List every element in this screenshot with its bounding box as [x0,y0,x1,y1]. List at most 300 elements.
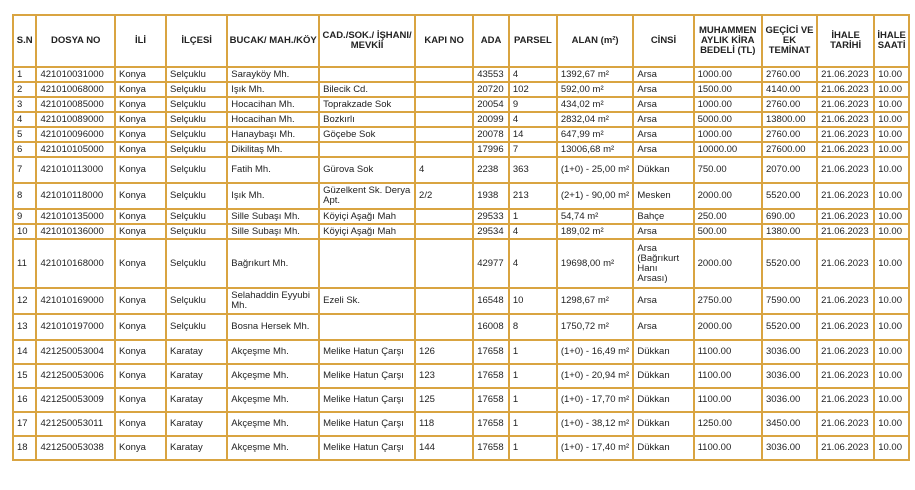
cell-neighborhood: Selahaddin Eyyubi Mh. [228,289,318,313]
cell-time: 10.00 [875,113,908,126]
cell-type: Arsa [634,68,692,81]
cell-door-no: 4 [416,158,472,182]
table-row [14,413,908,435]
cell-province: Konya [116,158,165,182]
cell-file-no: 421250053009 [37,389,114,411]
cell-type: Dükkan [634,365,692,387]
cell-date: 21.06.2023 [818,341,873,363]
cell-type: Arsa (Bağrıkurt Hanı Arsası) [634,240,692,287]
cell-block: 2238 [474,158,508,182]
table-body [14,68,908,459]
col-header-door-no: KAPI NO [416,16,472,66]
cell-date: 21.06.2023 [818,83,873,96]
cell-date: 21.06.2023 [818,158,873,182]
cell-street: Toprakzade Sok [320,98,414,111]
col-header-block: ADA [474,16,508,66]
cell-street: Köyiçi Aşağı Mah [320,225,414,238]
cell-rent: 2000.00 [695,184,761,208]
cell-rent: 2000.00 [695,240,761,287]
cell-neighborhood: Sille Subaşı Mh. [228,225,318,238]
table-row [14,143,908,156]
cell-district: Selçuklu [167,158,226,182]
cell-parcel: 102 [510,83,556,96]
cell-sn: 12 [14,289,35,313]
cell-time: 10.00 [875,341,908,363]
cell-parcel: 1 [510,365,556,387]
table-row [14,184,908,208]
cell-neighborhood: Dikilitaş Mh. [228,143,318,156]
header-row [14,16,908,66]
cell-district: Selçuklu [167,98,226,111]
cell-sn: 3 [14,98,35,111]
cell-file-no: 421010031000 [37,68,114,81]
cell-parcel: 14 [510,128,556,141]
cell-file-no: 421010169000 [37,289,114,313]
cell-province: Konya [116,225,165,238]
col-header-district: İLÇESİ [167,16,226,66]
cell-rent: 1000.00 [695,98,761,111]
cell-area: 1750,72 m² [558,315,633,339]
cell-guarantee: 2760.00 [763,98,816,111]
cell-block: 17658 [474,341,508,363]
cell-time: 10.00 [875,210,908,223]
cell-door-no [416,210,472,223]
cell-date: 21.06.2023 [818,210,873,223]
cell-time: 10.00 [875,225,908,238]
table-row [14,315,908,339]
cell-area: 19698,00 m² [558,240,633,287]
cell-date: 21.06.2023 [818,315,873,339]
cell-neighborhood: Işık Mh. [228,184,318,208]
cell-parcel: 213 [510,184,556,208]
cell-block: 20720 [474,83,508,96]
cell-sn: 14 [14,341,35,363]
cell-date: 21.06.2023 [818,184,873,208]
cell-date: 21.06.2023 [818,113,873,126]
cell-sn: 4 [14,113,35,126]
cell-neighborhood: Bağrıkurt Mh. [228,240,318,287]
table-row [14,68,908,81]
cell-block: 17658 [474,365,508,387]
cell-type: Arsa [634,225,692,238]
cell-file-no: 421250053038 [37,437,114,459]
cell-file-no: 421010096000 [37,128,114,141]
col-header-area: ALAN (m²) [558,16,633,66]
cell-street: Göçebe Sok [320,128,414,141]
cell-guarantee: 1380.00 [763,225,816,238]
cell-door-no [416,68,472,81]
cell-neighborhood: Akçeşme Mh. [228,413,318,435]
cell-block: 42977 [474,240,508,287]
table-row [14,437,908,459]
table-row [14,113,908,126]
cell-block: 17996 [474,143,508,156]
cell-sn: 8 [14,184,35,208]
cell-area: 2832,04 m² [558,113,633,126]
cell-street [320,240,414,287]
cell-date: 21.06.2023 [818,389,873,411]
cell-district: Karatay [167,389,226,411]
cell-time: 10.00 [875,240,908,287]
cell-district: Selçuklu [167,210,226,223]
cell-date: 21.06.2023 [818,437,873,459]
cell-door-no [416,113,472,126]
cell-time: 10.00 [875,315,908,339]
cell-date: 21.06.2023 [818,225,873,238]
cell-sn: 1 [14,68,35,81]
cell-time: 10.00 [875,365,908,387]
cell-time: 10.00 [875,68,908,81]
cell-province: Konya [116,437,165,459]
cell-type: Arsa [634,143,692,156]
col-header-type: CİNSİ [634,16,692,66]
cell-street [320,143,414,156]
cell-date: 21.06.2023 [818,143,873,156]
cell-area: (2+1) - 90,00 m² [558,184,633,208]
cell-type: Dükkan [634,413,692,435]
col-header-file-no: DOSYA NO [37,16,114,66]
cell-parcel: 7 [510,143,556,156]
table-row [14,289,908,313]
cell-file-no: 421010089000 [37,113,114,126]
cell-rent: 250.00 [695,210,761,223]
cell-block: 17658 [474,437,508,459]
cell-type: Dükkan [634,437,692,459]
cell-block: 16008 [474,315,508,339]
cell-door-no [416,289,472,313]
cell-province: Konya [116,83,165,96]
cell-time: 10.00 [875,83,908,96]
cell-parcel: 10 [510,289,556,313]
cell-guarantee: 7590.00 [763,289,816,313]
cell-file-no: 421010105000 [37,143,114,156]
table-row [14,83,908,96]
cell-date: 21.06.2023 [818,365,873,387]
cell-time: 10.00 [875,158,908,182]
cell-street: Gürova Sok [320,158,414,182]
cell-file-no: 421010068000 [37,83,114,96]
cell-type: Dükkan [634,341,692,363]
cell-type: Arsa [634,289,692,313]
cell-type: Dükkan [634,158,692,182]
cell-time: 10.00 [875,143,908,156]
cell-type: Arsa [634,98,692,111]
cell-street [320,68,414,81]
cell-district: Selçuklu [167,289,226,313]
cell-district: Selçuklu [167,143,226,156]
table-row [14,365,908,387]
cell-guarantee: 5520.00 [763,315,816,339]
cell-district: Selçuklu [167,128,226,141]
cell-door-no: 123 [416,365,472,387]
cell-area: 13006,68 m² [558,143,633,156]
cell-district: Selçuklu [167,68,226,81]
cell-door-no: 126 [416,341,472,363]
cell-time: 10.00 [875,437,908,459]
cell-guarantee: 2070.00 [763,158,816,182]
cell-guarantee: 3036.00 [763,341,816,363]
cell-rent: 10000.00 [695,143,761,156]
cell-door-no [416,143,472,156]
cell-parcel: 8 [510,315,556,339]
cell-door-no: 2/2 [416,184,472,208]
cell-rent: 2750.00 [695,289,761,313]
cell-rent: 500.00 [695,225,761,238]
cell-file-no: 421010168000 [37,240,114,287]
cell-guarantee: 5520.00 [763,184,816,208]
table-row [14,240,908,287]
cell-province: Konya [116,315,165,339]
cell-parcel: 4 [510,113,556,126]
cell-file-no: 421010085000 [37,98,114,111]
cell-block: 17658 [474,413,508,435]
cell-province: Konya [116,240,165,287]
cell-block: 1938 [474,184,508,208]
cell-neighborhood: Fatih Mh. [228,158,318,182]
cell-date: 21.06.2023 [818,289,873,313]
cell-district: Karatay [167,341,226,363]
cell-sn: 17 [14,413,35,435]
col-header-neighborhood: BUCAK/ MAH./KÖY [228,16,318,66]
cell-area: 592,00 m² [558,83,633,96]
cell-date: 21.06.2023 [818,98,873,111]
cell-province: Konya [116,341,165,363]
cell-door-no: 125 [416,389,472,411]
cell-sn: 6 [14,143,35,156]
cell-rent: 1100.00 [695,437,761,459]
cell-file-no: 421010136000 [37,225,114,238]
cell-block: 17658 [474,389,508,411]
cell-guarantee: 5520.00 [763,240,816,287]
cell-street: Melike Hatun Çarşı [320,365,414,387]
cell-parcel: 4 [510,68,556,81]
cell-sn: 2 [14,83,35,96]
cell-neighborhood: Bosna Hersek Mh. [228,315,318,339]
cell-province: Konya [116,365,165,387]
cell-type: Bahçe [634,210,692,223]
cell-neighborhood: Sarayköy Mh. [228,68,318,81]
cell-date: 21.06.2023 [818,413,873,435]
tender-listing [12,14,910,461]
cell-guarantee: 27600.00 [763,143,816,156]
cell-guarantee: 690.00 [763,210,816,223]
cell-district: Karatay [167,413,226,435]
cell-street [320,315,414,339]
cell-door-no [416,98,472,111]
cell-sn: 11 [14,240,35,287]
cell-rent: 1500.00 [695,83,761,96]
cell-guarantee: 13800.00 [763,113,816,126]
cell-parcel: 4 [510,225,556,238]
cell-street: Melike Hatun Çarşı [320,413,414,435]
tender-table [12,14,910,461]
cell-neighborhood: Akçeşme Mh. [228,389,318,411]
cell-block: 43553 [474,68,508,81]
cell-area: 647,99 m² [558,128,633,141]
cell-parcel: 1 [510,413,556,435]
table-row [14,210,908,223]
col-header-guarantee: GEÇİCİ VE EK TEMİNAT [763,16,816,66]
table-row [14,98,908,111]
cell-file-no: 421250053011 [37,413,114,435]
cell-district: Karatay [167,437,226,459]
cell-type: Arsa [634,315,692,339]
cell-parcel: 1 [510,341,556,363]
table-row [14,341,908,363]
cell-street: Bozkırlı [320,113,414,126]
cell-neighborhood: Hocacihan Mh. [228,113,318,126]
cell-neighborhood: Akçeşme Mh. [228,437,318,459]
cell-time: 10.00 [875,184,908,208]
cell-file-no: 421010197000 [37,315,114,339]
cell-rent: 1000.00 [695,68,761,81]
cell-parcel: 1 [510,389,556,411]
cell-door-no [416,315,472,339]
cell-district: Selçuklu [167,225,226,238]
cell-type: Arsa [634,128,692,141]
cell-block: 29534 [474,225,508,238]
cell-province: Konya [116,113,165,126]
cell-province: Konya [116,413,165,435]
cell-area: (1+0) - 17,70 m² [558,389,633,411]
cell-block: 20078 [474,128,508,141]
cell-sn: 15 [14,365,35,387]
cell-door-no [416,240,472,287]
cell-district: Selçuklu [167,184,226,208]
cell-parcel: 1 [510,210,556,223]
cell-street: Bilecik Cd. [320,83,414,96]
cell-sn: 16 [14,389,35,411]
cell-province: Konya [116,389,165,411]
cell-area: 434,02 m² [558,98,633,111]
cell-file-no: 421010118000 [37,184,114,208]
cell-street: Melike Hatun Çarşı [320,341,414,363]
table-row [14,128,908,141]
table-row [14,389,908,411]
cell-street: Ezeli Sk. [320,289,414,313]
cell-date: 21.06.2023 [818,240,873,287]
cell-guarantee: 3036.00 [763,437,816,459]
cell-area: 1392,67 m² [558,68,633,81]
cell-area: (1+0) - 16,49 m² [558,341,633,363]
cell-time: 10.00 [875,128,908,141]
cell-guarantee: 3450.00 [763,413,816,435]
cell-neighborhood: Hocacihan Mh. [228,98,318,111]
cell-parcel: 9 [510,98,556,111]
col-header-street: CAD./SOK./ İŞHANI/ MEVKİİ [320,16,414,66]
cell-guarantee: 2760.00 [763,128,816,141]
cell-parcel: 4 [510,240,556,287]
cell-province: Konya [116,143,165,156]
cell-rent: 750.00 [695,158,761,182]
cell-type: Dükkan [634,389,692,411]
cell-district: Selçuklu [167,83,226,96]
cell-guarantee: 3036.00 [763,365,816,387]
cell-time: 10.00 [875,389,908,411]
cell-street: Güzelkent Sk. Derya Apt. [320,184,414,208]
cell-province: Konya [116,98,165,111]
cell-rent: 1100.00 [695,365,761,387]
cell-parcel: 1 [510,437,556,459]
cell-rent: 1100.00 [695,341,761,363]
cell-area: 54,74 m² [558,210,633,223]
cell-guarantee: 2760.00 [763,68,816,81]
cell-sn: 9 [14,210,35,223]
col-header-rent: MUHAMMEN AYLIK KİRA BEDELİ (TL) [695,16,761,66]
cell-door-no: 118 [416,413,472,435]
cell-district: Selçuklu [167,240,226,287]
cell-rent: 1250.00 [695,413,761,435]
cell-province: Konya [116,210,165,223]
cell-sn: 5 [14,128,35,141]
cell-type: Arsa [634,113,692,126]
cell-parcel: 363 [510,158,556,182]
table-row [14,225,908,238]
cell-rent: 2000.00 [695,315,761,339]
cell-district: Selçuklu [167,315,226,339]
cell-district: Karatay [167,365,226,387]
cell-guarantee: 3036.00 [763,389,816,411]
cell-type: Mesken [634,184,692,208]
cell-area: 189,02 m² [558,225,633,238]
cell-area: (1+0) - 20,94 m² [558,365,633,387]
cell-sn: 13 [14,315,35,339]
cell-door-no [416,225,472,238]
cell-time: 10.00 [875,289,908,313]
cell-rent: 1000.00 [695,128,761,141]
cell-street: Melike Hatun Çarşı [320,437,414,459]
cell-province: Konya [116,184,165,208]
cell-time: 10.00 [875,413,908,435]
cell-district: Selçuklu [167,113,226,126]
cell-date: 21.06.2023 [818,128,873,141]
cell-file-no: 421250053004 [37,341,114,363]
cell-neighborhood: Işık Mh. [228,83,318,96]
cell-date: 21.06.2023 [818,68,873,81]
col-header-date: İHALE TARİHİ [818,16,873,66]
cell-province: Konya [116,128,165,141]
col-header-time: İHALE SAATİ [875,16,908,66]
cell-block: 29533 [474,210,508,223]
cell-file-no: 421010135000 [37,210,114,223]
cell-province: Konya [116,289,165,313]
cell-block: 16548 [474,289,508,313]
cell-sn: 18 [14,437,35,459]
cell-area: (1+0) - 38,12 m² [558,413,633,435]
cell-street: Köyiçi Aşağı Mah [320,210,414,223]
cell-door-no [416,128,472,141]
cell-area: (1+0) - 25,00 m² [558,158,633,182]
cell-type: Arsa [634,83,692,96]
cell-area: 1298,67 m² [558,289,633,313]
col-header-parcel: PARSEL [510,16,556,66]
cell-neighborhood: Akçeşme Mh. [228,341,318,363]
cell-neighborhood: Sille Subaşı Mh. [228,210,318,223]
cell-block: 20054 [474,98,508,111]
cell-street: Melike Hatun Çarşı [320,389,414,411]
cell-sn: 7 [14,158,35,182]
cell-rent: 1100.00 [695,389,761,411]
cell-guarantee: 4140.00 [763,83,816,96]
cell-door-no: 144 [416,437,472,459]
cell-block: 20099 [474,113,508,126]
cell-province: Konya [116,68,165,81]
cell-sn: 10 [14,225,35,238]
cell-file-no: 421010113000 [37,158,114,182]
cell-area: (1+0) - 17,40 m² [558,437,633,459]
cell-rent: 5000.00 [695,113,761,126]
col-header-sn: S.N [14,16,35,66]
